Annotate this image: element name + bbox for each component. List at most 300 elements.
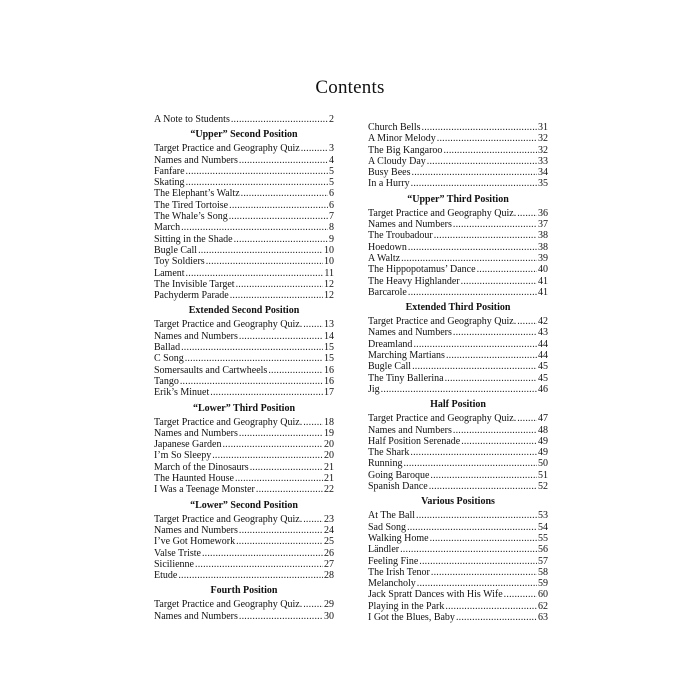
- toc-entry: [154, 462, 334, 473]
- toc-entry-page: 46: [538, 383, 548, 395]
- toc-entry-page: 20: [324, 450, 334, 462]
- dot-leader: [504, 589, 537, 600]
- section-heading: Various Positions: [421, 496, 495, 508]
- dot-leader: [210, 387, 323, 398]
- dot-leader: [431, 567, 537, 578]
- toc-entry-title: The Hippopotamus’ Dance: [368, 264, 476, 276]
- toc-entry-title: Names and Numbers: [368, 219, 452, 231]
- toc-entry: [154, 599, 334, 610]
- toc-entry-page: 55: [538, 532, 548, 544]
- toc-entry-title: Church Bells: [368, 122, 421, 133]
- toc-entry-page: 41: [538, 286, 548, 298]
- toc-entry-title: Sicilienne: [154, 558, 194, 570]
- dot-leader: [381, 384, 537, 395]
- dot-leader: [236, 279, 323, 290]
- toc-entry-page: 38: [538, 230, 548, 242]
- dot-leader: [239, 155, 328, 166]
- section-heading: Extended Second Position: [188, 305, 300, 317]
- dot-leader: [222, 439, 323, 450]
- toc-entry-page: 15: [324, 353, 334, 365]
- toc-entry: [154, 222, 334, 233]
- toc-entry-page: 12: [324, 290, 334, 302]
- toc-entry-page: 32: [538, 144, 548, 156]
- toc-entry: [368, 230, 548, 241]
- toc-entry-title: The Troubadour: [368, 230, 433, 242]
- section-heading: “Lower” Third Position: [192, 402, 296, 414]
- dot-leader: [422, 122, 538, 133]
- toc-entry: [368, 242, 548, 253]
- toc-entry-title: Walking Home: [368, 532, 429, 544]
- toc-entry-page: 2: [329, 114, 334, 125]
- dot-leader: [429, 481, 537, 492]
- dot-leader: [419, 556, 537, 567]
- toc-entry: [154, 177, 334, 188]
- toc-entry-title: Target Practice and Geography Quiz.: [368, 316, 517, 328]
- toc-entry: [154, 611, 334, 622]
- toc-entry-page: 12: [324, 278, 334, 290]
- dot-leader: [186, 166, 328, 177]
- toc-entry-page: 57: [538, 555, 548, 567]
- dot-leader: [231, 114, 328, 125]
- dot-leader: [229, 211, 328, 222]
- dot-leader: [453, 327, 537, 338]
- toc-entry-page: 56: [538, 544, 548, 556]
- toc-entry-title: A Cloudy Day: [368, 155, 426, 167]
- toc-entry-title: The Big Kangaroo: [368, 144, 443, 156]
- toc-entry-page: 37: [538, 219, 548, 231]
- toc-entry: [154, 365, 334, 376]
- toc-section: [154, 125, 334, 301]
- toc-entry-page: 11: [324, 267, 334, 279]
- dot-leader: [430, 533, 537, 544]
- toc-section: [368, 190, 548, 298]
- toc-entry: [368, 533, 548, 544]
- toc-entry-title: Names and Numbers: [154, 610, 238, 622]
- toc-entry: [154, 536, 334, 547]
- toc-entry: [154, 342, 334, 353]
- toc-entry-title: Playing in the Park: [368, 600, 445, 612]
- dot-leader: [456, 612, 537, 623]
- toc-entry-title: Marching Martians: [368, 350, 445, 362]
- toc-entry-page: 58: [538, 566, 548, 578]
- toc-entry: [368, 264, 548, 275]
- dot-leader: [186, 268, 324, 279]
- toc-entry: [368, 167, 548, 178]
- toc-entry-page: 6: [329, 199, 334, 211]
- dot-leader: [445, 373, 537, 384]
- toc-entry-title: The Elephant’s Waltz: [154, 188, 240, 200]
- toc-entry-page: 42: [538, 316, 548, 328]
- toc-section: [154, 496, 334, 582]
- toc-entry-page: 18: [324, 416, 334, 428]
- dot-leader: [256, 484, 323, 495]
- dot-leader: [303, 417, 323, 428]
- toc-entry-page: 45: [538, 361, 548, 373]
- dot-leader: [229, 200, 328, 211]
- toc-entry-title: Target Practice and Geography Quiz: [154, 143, 300, 155]
- toc-entry: [154, 376, 334, 387]
- toc-entry: [154, 319, 334, 330]
- toc-entry: [154, 514, 334, 525]
- toc-entry-title: I’ve Got Homework: [154, 536, 236, 548]
- dot-leader: [453, 425, 537, 436]
- toc-entry-title: Ballad: [154, 342, 181, 354]
- toc-section: [368, 492, 548, 623]
- toc-entry-title: Ländler: [368, 544, 400, 556]
- toc-entry-page: 4: [329, 154, 334, 166]
- dot-leader: [401, 253, 537, 264]
- dot-leader: [413, 339, 537, 350]
- toc-entry-title: The Invisible Target: [154, 278, 235, 290]
- toc-entry: [154, 188, 334, 199]
- toc-entry-title: Melancholy: [368, 578, 416, 590]
- toc-entry: [154, 387, 334, 398]
- toc-entry: [368, 178, 548, 189]
- dot-leader: [412, 361, 537, 372]
- toc-entry: [368, 601, 548, 612]
- toc-entry: [368, 522, 548, 533]
- toc-entry: [368, 458, 548, 469]
- toc-entry-title: Target Practice and Geography Quiz.: [154, 416, 303, 428]
- toc-entry-page: 62: [538, 600, 548, 612]
- toc-entry: [154, 331, 334, 342]
- toc-entry-title: March of the Dinosaurs: [154, 461, 249, 473]
- toc-entry-page: 23: [324, 513, 334, 525]
- toc-entry-title: The Heavy Highlander: [368, 275, 460, 287]
- toc-entry-page: 43: [538, 327, 548, 339]
- toc-entry-title: The Tired Tortoise: [154, 199, 229, 211]
- toc-entry: [154, 245, 334, 256]
- toc-entry: [368, 436, 548, 447]
- toc-entry: [368, 276, 548, 287]
- toc-entry: [368, 253, 548, 264]
- dot-leader: [430, 470, 537, 481]
- toc-entry: [368, 208, 548, 219]
- toc-entry-page: 49: [538, 435, 548, 447]
- toc-entry-title: Going Baroque: [368, 469, 430, 481]
- toc-entry: [368, 145, 548, 156]
- dot-leader: [445, 601, 537, 612]
- toc-entry-page: 5: [329, 165, 334, 177]
- toc-entry-page: 17: [324, 387, 334, 399]
- dot-leader: [408, 242, 537, 253]
- toc-entry: [368, 384, 548, 395]
- toc-entry-page: 28: [324, 570, 334, 582]
- toc-entry-page: 48: [538, 424, 548, 436]
- toc-entry-title: I’m So Sleepy: [154, 450, 212, 462]
- toc-entry: [154, 484, 334, 495]
- toc-entry-title: Dreamland: [368, 338, 413, 350]
- dot-leader: [412, 167, 538, 178]
- toc-entry: [154, 570, 334, 581]
- toc-entry: [154, 166, 334, 177]
- toc-entry: [368, 339, 548, 350]
- dot-leader: [239, 611, 323, 622]
- toc-entry: [154, 143, 334, 154]
- toc-entry-page: 41: [538, 275, 548, 287]
- toc-entry: [154, 256, 334, 267]
- toc-entry-page: 19: [324, 427, 334, 439]
- dot-leader: [268, 365, 323, 376]
- toc-entry: [368, 578, 548, 589]
- toc-entry: [154, 268, 334, 279]
- toc-entry-page: 10: [324, 244, 334, 256]
- dot-leader: [410, 447, 537, 458]
- toc-entry-page: 20: [324, 439, 334, 451]
- toc-entry-page: 30: [324, 610, 334, 622]
- dot-leader: [180, 376, 323, 387]
- toc-entry-title: Somersaults and Cartwheels: [154, 364, 268, 376]
- toc-entry-page: 26: [324, 547, 334, 559]
- toc-entry-title: Barcarole: [368, 286, 407, 298]
- toc-entry-page: 16: [324, 375, 334, 387]
- toc-section: [154, 301, 334, 398]
- toc-entry-page: 31: [538, 122, 548, 133]
- dot-leader: [250, 462, 323, 473]
- toc-entry: [154, 353, 334, 364]
- dot-leader: [461, 276, 537, 287]
- toc-entry-title: A Waltz: [368, 252, 401, 264]
- toc-entry-title: Hoedown: [368, 241, 407, 253]
- toc-entry: [368, 556, 548, 567]
- toc-entry-page: 39: [538, 252, 548, 264]
- toc-entry-page: 38: [538, 241, 548, 253]
- toc-entry: [154, 450, 334, 461]
- toc-entry-page: 3: [329, 143, 334, 155]
- toc-entry: [368, 350, 548, 361]
- toc-entry-title: Names and Numbers: [154, 524, 238, 536]
- toc-entry: [368, 219, 548, 230]
- toc-entry-title: Erik’s Minuet: [154, 387, 210, 399]
- dot-leader: [186, 177, 328, 188]
- toc-entry-title: Bugle Call: [368, 361, 412, 373]
- toc-entry: [368, 589, 548, 600]
- toc-entry-page: 15: [324, 342, 334, 354]
- dot-leader: [234, 234, 328, 245]
- toc-entry: [368, 373, 548, 384]
- toc-entry-page: 14: [324, 330, 334, 342]
- toc-entry-title: Names and Numbers: [154, 427, 238, 439]
- dot-leader: [517, 413, 537, 424]
- toc-entry-title: Fanfare: [154, 165, 185, 177]
- dot-leader: [198, 245, 323, 256]
- toc-entry-page: 29: [324, 599, 334, 611]
- toc-entry-title: C Song: [154, 353, 184, 365]
- toc-entry-title: Target Practice and Geography Quiz.: [368, 207, 517, 219]
- toc-section: [368, 395, 548, 492]
- toc-entry: [154, 428, 334, 439]
- toc-entry: [368, 133, 548, 144]
- dot-leader: [411, 178, 537, 189]
- section-heading: Half Position: [430, 399, 486, 411]
- toc-entry-title: The Tiny Ballerina: [368, 372, 444, 384]
- toc-entry: [368, 122, 548, 133]
- dot-leader: [446, 350, 537, 361]
- toc-entry: [154, 525, 334, 536]
- dot-leader: [178, 570, 323, 581]
- toc-column-right: [368, 122, 548, 623]
- toc-entry-page: 21: [324, 461, 334, 473]
- toc-entry-page: 5: [329, 177, 334, 189]
- toc-entry-page: 34: [538, 167, 548, 179]
- toc-entry-title: Running: [368, 458, 403, 470]
- dot-leader: [461, 436, 537, 447]
- toc-entry-page: 60: [538, 589, 548, 601]
- toc-entry: [368, 567, 548, 578]
- toc-entry-title: Names and Numbers: [368, 424, 452, 436]
- toc-entry: [368, 425, 548, 436]
- toc-entry-title: Feeling Fine: [368, 555, 419, 567]
- toc-entry-title: The Whale’s Song: [154, 211, 228, 223]
- toc-entry-title: The Haunted House: [154, 473, 234, 485]
- toc-entry-title: Toy Soldiers: [154, 256, 205, 268]
- dot-leader: [453, 219, 537, 230]
- dot-leader: [239, 428, 323, 439]
- toc-entry-page: 24: [324, 524, 334, 536]
- toc-entry-title: Etude: [154, 570, 178, 582]
- dot-leader: [239, 331, 323, 342]
- toc-entry: [154, 155, 334, 166]
- dot-leader: [303, 599, 323, 610]
- toc-entry-page: 27: [324, 558, 334, 570]
- toc-entry-page: 50: [538, 458, 548, 470]
- toc-entry: [154, 559, 334, 570]
- dot-leader: [407, 522, 537, 533]
- dot-leader: [301, 143, 328, 154]
- toc-entry-title: Target Practice and Geography Quiz.: [154, 599, 303, 611]
- toc-entry-title: Valse Triste: [154, 547, 201, 559]
- toc-entry-title: At The Ball: [368, 510, 416, 522]
- toc-entry-title: I Got the Blues, Baby: [368, 611, 455, 623]
- toc-entry-title: Sitting in the Shade: [154, 233, 233, 245]
- toc-entry-title: A Note to Students: [154, 114, 230, 125]
- dot-leader: [241, 188, 328, 199]
- dot-leader: [181, 342, 323, 353]
- toc-entry-title: Jig: [368, 383, 380, 395]
- toc-entry: [154, 114, 334, 125]
- dot-leader: [517, 316, 537, 327]
- toc-entry: [154, 200, 334, 211]
- toc-entry: [154, 548, 334, 559]
- section-heading: Extended Third Position: [405, 302, 511, 314]
- toc-entry-page: 44: [538, 338, 548, 350]
- dot-leader: [417, 578, 537, 589]
- toc-entry-page: 35: [538, 178, 548, 190]
- toc-entry-title: The Shark: [368, 447, 410, 459]
- dot-leader: [403, 458, 537, 469]
- toc-entry-title: A Minor Melody: [368, 133, 436, 145]
- toc-entry-page: 54: [538, 521, 548, 533]
- toc-entry-page: 22: [324, 484, 334, 496]
- toc-entry-title: Names and Numbers: [154, 154, 238, 166]
- toc-entry-title: Jack Spratt Dances with His Wife: [368, 589, 503, 601]
- toc-entry-page: 51: [538, 469, 548, 481]
- toc-entry: [368, 470, 548, 481]
- section-heading: Fourth Position: [210, 585, 278, 597]
- toc-column-left: [154, 114, 334, 622]
- toc-entry-page: 45: [538, 372, 548, 384]
- dot-leader: [303, 514, 323, 525]
- dot-leader: [427, 156, 537, 167]
- toc-entry-page: 21: [324, 473, 334, 485]
- dot-leader: [434, 230, 537, 241]
- toc-entry-title: Target Practice and Geography Quiz.: [154, 513, 303, 525]
- toc-entry-title: Busy Bees: [368, 167, 411, 179]
- dot-leader: [437, 133, 537, 144]
- toc-entry: [154, 439, 334, 450]
- toc-entry-page: 13: [324, 319, 334, 331]
- toc-entry-title: Half Position Serenade: [368, 435, 461, 447]
- toc-entry-title: Target Practice and Geography Quiz.: [154, 319, 303, 331]
- dot-leader: [236, 536, 323, 547]
- toc-entry-page: 6: [329, 188, 334, 200]
- toc-entry-page: 9: [329, 233, 334, 245]
- section-heading: “Lower” Second Position: [190, 499, 298, 511]
- toc-entry-title: Sad Song: [368, 521, 407, 533]
- toc-entry-title: Names and Numbers: [154, 330, 238, 342]
- toc-entry: [368, 481, 548, 492]
- toc-entry-title: March: [154, 222, 181, 234]
- toc-entry: [368, 510, 548, 521]
- dot-leader: [303, 319, 323, 330]
- dot-leader: [235, 473, 323, 484]
- toc-entry-page: 53: [538, 510, 548, 522]
- dot-leader: [212, 450, 323, 461]
- toc-entry-page: 7: [329, 211, 334, 223]
- toc-entry: [368, 327, 548, 338]
- toc-entry-page: 52: [538, 481, 548, 493]
- toc-entry-page: 33: [538, 155, 548, 167]
- toc-entry-page: 16: [324, 364, 334, 376]
- toc-section: [368, 298, 548, 395]
- toc-entry-title: I Was a Teenage Monster: [154, 484, 255, 496]
- toc-entry-page: 8: [329, 222, 334, 234]
- toc-entry: [154, 234, 334, 245]
- toc-entry-page: 63: [538, 611, 548, 623]
- toc-entry-title: Target Practice and Geography Quiz.: [368, 413, 517, 425]
- dot-leader: [206, 256, 323, 267]
- toc-entry-page: 40: [538, 264, 548, 276]
- toc-entry-page: 49: [538, 447, 548, 459]
- toc-entry: [154, 290, 334, 301]
- toc-entry-title: In a Hurry: [368, 178, 410, 190]
- page-title: Contents: [315, 77, 385, 98]
- toc-entry: [154, 473, 334, 484]
- toc-entry: [368, 287, 548, 298]
- dot-leader: [443, 145, 537, 156]
- toc-entry-page: 59: [538, 578, 548, 590]
- toc-entry-title: Skating: [154, 177, 185, 189]
- dot-leader: [230, 290, 323, 301]
- toc-entry-page: 32: [538, 133, 548, 145]
- toc-entry: [368, 156, 548, 167]
- toc-entry-title: The Irish Tenor: [368, 566, 430, 578]
- toc-section: [154, 399, 334, 496]
- toc-entry-title: Names and Numbers: [368, 327, 452, 339]
- toc-entry: [154, 417, 334, 428]
- toc-entry-page: 47: [538, 413, 548, 425]
- dot-leader: [202, 548, 323, 559]
- dot-leader: [239, 525, 323, 536]
- toc-entry-page: 44: [538, 350, 548, 362]
- dot-leader: [195, 559, 323, 570]
- toc-section: [154, 581, 334, 622]
- dot-leader: [416, 510, 537, 521]
- dot-leader: [185, 353, 323, 364]
- toc-entry: [368, 544, 548, 555]
- toc-entry-page: 25: [324, 536, 334, 548]
- section-heading: “Upper” Second Position: [190, 129, 298, 141]
